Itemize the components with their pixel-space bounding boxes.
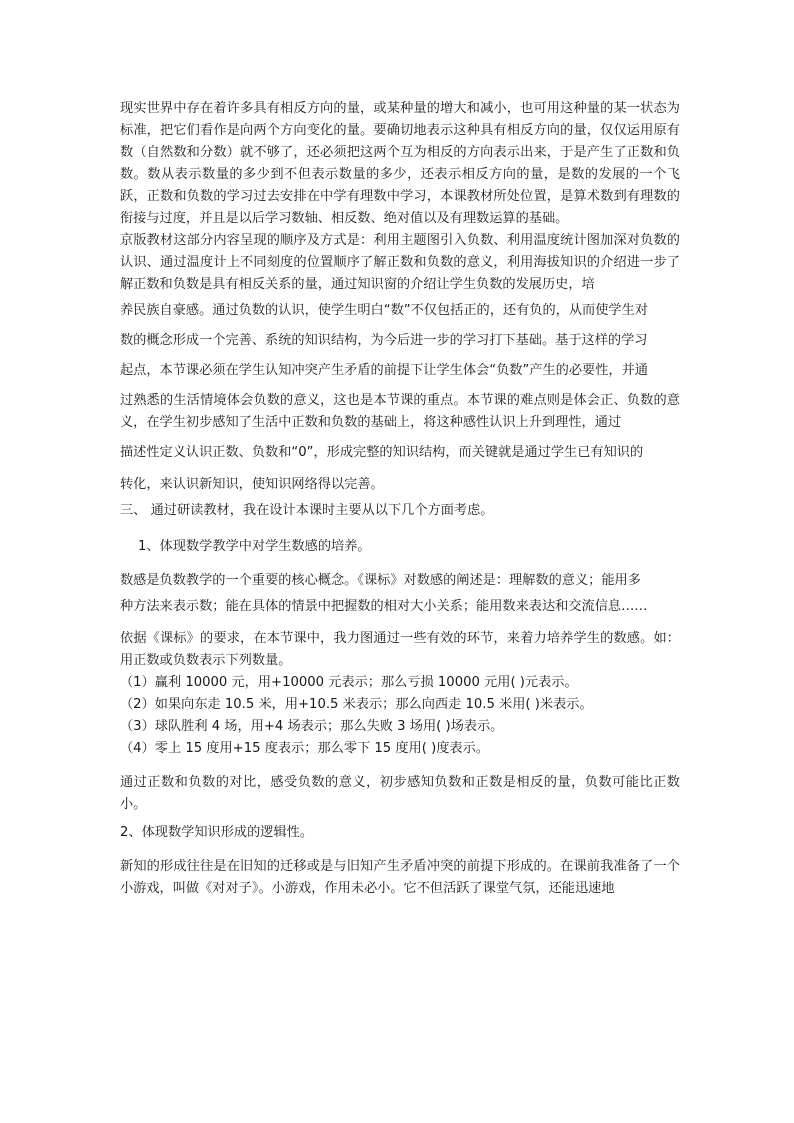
paragraph-curriculum: 依据《课标》的要求，在本节课中，我力图通过一些有效的环节，来着力培养学生的数感。如：用正数或负数表示下列数量。 <box>120 631 680 668</box>
point-heading-one: 1、体现数学教学中对学生数感的培养。 <box>138 539 371 554</box>
paragraph-number-sense-1: 数感是负数教学的一个重要的核心概念。《课标》对数感的阐述是：理解数的意义；能用多 <box>120 573 641 588</box>
paragraph-intro: 现实世界中存在着许多具有相反方向的量，或某种量的增大和减小，也可用这种量的某一状态为标准，把它们看作是向两个方向变化的量。要确切地表示这种具有相反方向的量，仅仅运用原有数（自然数和分数）就不够了，还必须把这两个互为相反的方向表示出来，于是产生了正数和负数。数从表示数量的多少到不但表示数量的多少，还表示相反方向的量，是数的发展的一个飞跃，正数和负数的学习过去安排在中学有理数中学习，本课教材所处位置，是算术数到有理数的衔接与过度，并且是以后学习数轴、相反数、绝对值以及有理数运算的基础。 <box>120 101 680 226</box>
exercise-item-1: （1）赢利 10000 元，用+10000 元表示；那么亏损 10000 元用( )元表示。 <box>120 675 578 690</box>
paragraph-textbook-line3: 数的概念形成一个完善、系统的知识结构，为今后进一步的学习打下基础。基于这样的学习 <box>120 333 648 348</box>
paragraph-textbook-line4: 起点，本节课必须在学生认知冲突产生矛盾的前提下让学生体会“负数”产生的必要性，并通 <box>120 363 648 378</box>
point-heading-two: 2、体现数学知识形成的逻辑性。 <box>120 825 314 840</box>
paragraph-textbook-line6: 描述性定义认识正数、负数和“0”，形成完整的知识结构，而关键就是通过学生已有知识的 <box>120 445 644 460</box>
exercise-item-4: （4）零上 15 度用+15 度表示；那么零下 15 度用( )度表示。 <box>120 741 489 756</box>
paragraph-textbook-line7: 转化，来认识新知识，使知识网络得以完善。 <box>120 477 384 492</box>
paragraph-comparison: 通过正数和负数的对比，感受负数的意义，初步感知负数和正数是相反的量，负数可能比正数小。 <box>120 775 680 812</box>
paragraph-textbook-line2: 养民族自豪感。通过负数的认识，使学生明白“数”不仅包括正的，还有负的，从而使学生对 <box>120 303 648 318</box>
exercise-item-3: （3）球队胜利 4 场，用+4 场表示；那么失败 3 场用( )场表示。 <box>120 719 504 734</box>
exercise-item-2: （2）如果向东走 10.5 米，用+10.5 米表示；那么向西走 10.5 米用( )米表示。 <box>120 697 593 712</box>
paragraph-textbook-line5: 过熟悉的生活情境体会负数的意义，这也是本节课的重点。本节课的难点则是体会正、负数的意义，在学生初步感知了生活中正数和负数的基础上，将这种感性认识上升到理性，通过 <box>120 393 680 430</box>
section-heading-three: 三、 通过研读教材，我在设计本课时主要从以下几个方面考虑。 <box>120 503 494 518</box>
paragraph-number-sense-2: 种方法来表示数；能在具体的情景中把握数的相对大小关系；能用数来表达和交流信息…… <box>120 599 648 614</box>
document-page <box>120 98 680 900</box>
paragraph-textbook-order: 京版教材这部分内容呈现的顺序及方式是：利用主题图引入负数、利用温度统计图加深对负数的认识、通过温度计上不同刻度的位置顺序了解正数和负数的意义，利用海拔知识的介绍进一步了解正数和负数是具有相反关系的量，通过知识窗的介绍让学生负数的发展历史，培 <box>120 233 680 292</box>
paragraph-knowledge-formation: 新知的形成往往是在旧知的迁移或是与旧知产生矛盾冲突的前提下形成的。在课前我准备了一个小游戏，叫做《对对子》。小游戏，作用未必小。它不但活跃了课堂气氛，还能迅速地 <box>120 859 680 896</box>
